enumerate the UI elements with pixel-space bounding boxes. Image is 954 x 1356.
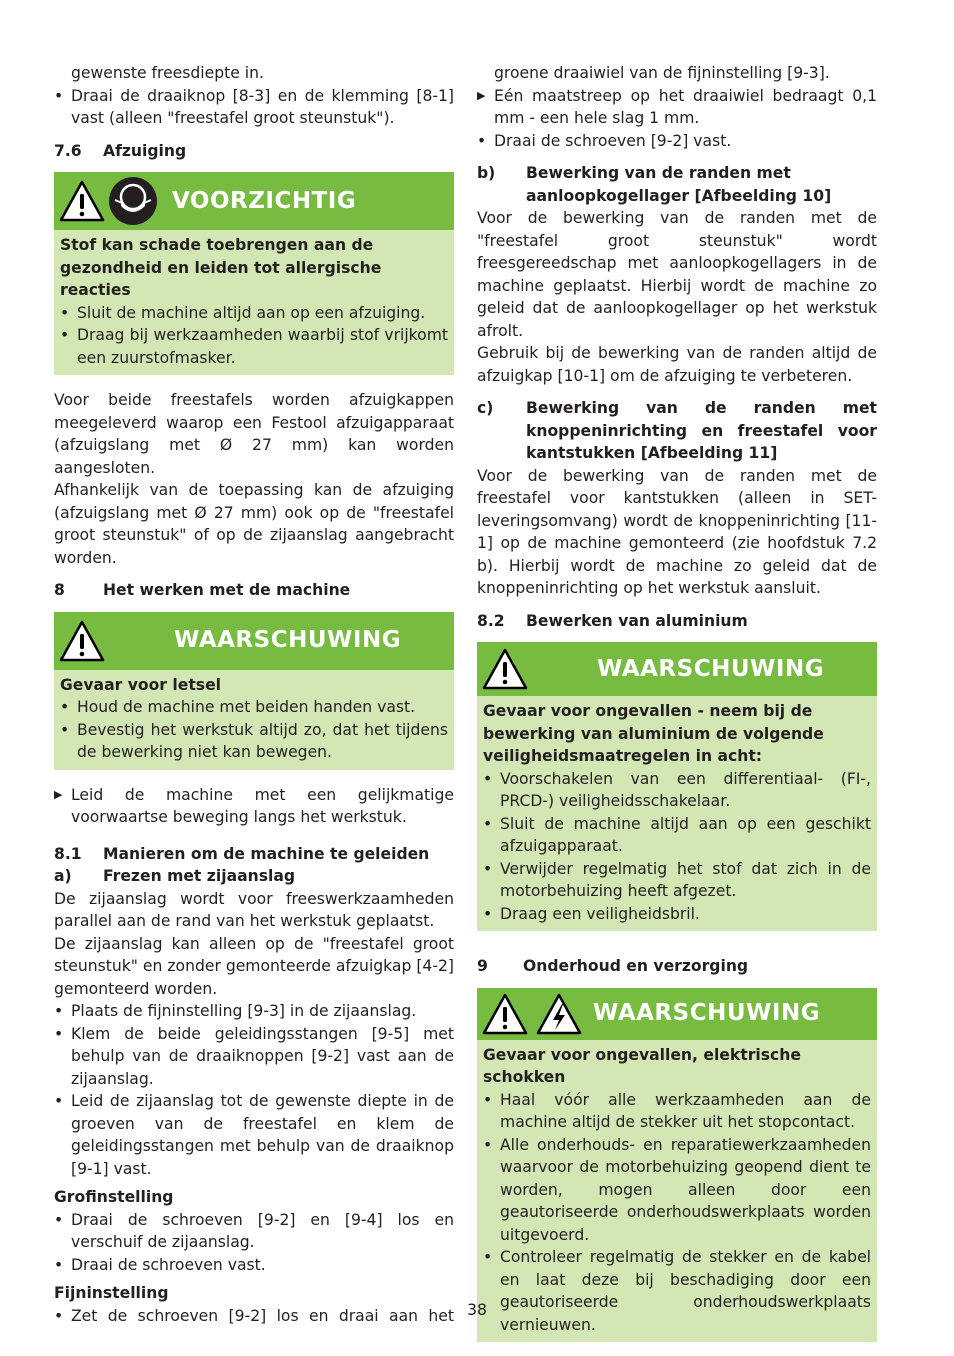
list-item: • Bevestig het werkstuk altijd zo, dat het tijdens de bewerking niet kan bewegen. (60, 720, 448, 761)
section-heading-8: 8 Het werken met de machine (54, 581, 351, 599)
caution-title: VOORZICHTIG (172, 187, 357, 214)
right-column (477, 62, 877, 1356)
warning-box-electric (477, 988, 877, 1343)
list-item: • Leid de zijaanslag tot de gewenste diepte in de groeven van de freestafel en klem de geleidingsstangen met behulp van de draaiknop [9-1] vast. (54, 1092, 454, 1178)
continued-text: gewenste freesdiepte in. (71, 64, 264, 82)
paragraph: Afhankelijk van de toepassing kan de afzuiging (afzuigslang met Ø 27 mm) ook op de "freestafel groot steunstuk" of op de zijaanslag aangebracht worden. (54, 481, 454, 567)
list-item: • Draai de schroeven vast. (54, 1255, 266, 1274)
list-item: • Sluit de machine altijd aan op een afzuiging. (60, 303, 426, 322)
dust-mask-icon (108, 176, 158, 226)
section-heading-7-6: 7.6 Afzuiging (54, 141, 187, 160)
list-item: • Alle onderhouds- en reparatiewerkzaamheden waarvoor de motorbehuizing geopend dient te worden, mogen alleen door een geautoriseerde onderhoudswerkplaats worden uitgevoerd. (483, 1135, 871, 1244)
continued-text: groene draaiwiel van de fijninstelling [9-3]. (494, 64, 830, 82)
list-item: • Sluit de machine altijd aan op een geschikt afzuigapparaat. (483, 814, 871, 855)
list-item: • Controleer regelmatig de stekker en de kabel en laat deze bij beschadiging door een geautoriseerde onderhoudswerkplaats vernieuwen. (483, 1248, 871, 1334)
list-item: • Draai de schroeven [9-2] en [9-4] los en verschuif de zijaanslag. (54, 1210, 454, 1251)
subheading-fijninstelling: Fijninstelling (54, 1284, 169, 1302)
arrow-icon: ▶ (54, 787, 63, 801)
paragraph: Voor de bewerking van de randen met de "freestafel groot steunstuk" wordt freesgereedschap met aanloopkogellagers in de machine geplaatst. Hierbij wordt de machine zo geleid dat de aanloopkogellager op het werkstuk afrolt. (477, 209, 877, 340)
list-item: • Draai de draaiknop [8-3] en de klemming [8-1] vast (alleen "freestafel groot steunstuk"). (54, 86, 454, 127)
caution-body (54, 230, 454, 375)
paragraph: Voor beide freestafels worden afzuigkappen meegeleverd waarop een Festool afzuigapparaat (afzuigslang met Ø 27 mm) kan worden aangesloten. (54, 391, 454, 477)
section-heading-8-2: 8.2 Bewerken van aluminium (477, 611, 748, 630)
list-item: • Draag bij werkzaamheden waarbij stof vrijkomt een zuurstofmasker. (60, 326, 448, 367)
section-heading-8-1: 8.1 Manieren om de machine te geleiden (54, 844, 430, 863)
arrow-item: ▶ Leid de machine met een gelijkmatige voorwaartse beweging langs het werkstuk. (54, 784, 454, 829)
warning-body (54, 670, 454, 770)
section-heading-8-1-a: a) Frezen met zijaanslag (54, 867, 296, 885)
warning-triangle-icon (58, 619, 106, 663)
warning-title: WAARSCHUWING (174, 627, 402, 654)
warning-box-injury (54, 612, 454, 770)
section-heading-9: 9 Onderhoud en verzorging (477, 957, 749, 975)
warning-title: WAARSCHUWING (597, 655, 825, 682)
warning-heading: Gevaar voor ongevallen, elektrische schokken (483, 1045, 801, 1086)
arrow-item: ▶ Eén maatstreep op het draaiwiel bedraagt 0,1 mm - een hele slag 1 mm. (477, 85, 877, 130)
left-column (54, 62, 454, 1327)
warning-header (54, 612, 454, 670)
warning-triangle-icon (58, 179, 106, 223)
warning-title: WAARSCHUWING (593, 1000, 821, 1027)
list-item: • Haal vóór alle werkzaamheden aan de machine altijd de stekker uit het stopcontact. (483, 1090, 871, 1131)
list-item: • Klem de beide geleidingsstangen [9-5] met behulp van de draaiknoppen [9-2] vast aan de zijaanslag. (54, 1024, 454, 1088)
subheading-grofinstelling: Grofinstelling (54, 1188, 174, 1206)
paragraph: Gebruik bij de bewerking van de randen altijd de afzuigkap [10-1] om de afzuiging te verbeteren. (477, 344, 877, 385)
warning-body (477, 696, 877, 931)
warning-triangle-icon (481, 992, 529, 1036)
list-item: • Draag een veiligheidsbril. (483, 904, 700, 923)
paragraph: De zijaanslag kan alleen op de "freestafel groot steunstuk" en zonder gemonteerde afzuigkap [4-2] gemonteerd worden. (54, 934, 454, 998)
section-heading-b: b) Bewerking van de randen met aanloopkogellager [Afbeelding 10] (477, 164, 832, 205)
section-heading-c: c) Bewerking van de randen met knoppeninrichting en freestafel voor kantstukken [Afbeelding 11] (477, 399, 877, 462)
paragraph: Voor de bewerking van de randen met de freestafel voor kantstukken (alleen in SET-leveringsomvang) wordt de knoppeninrichting [11-1] op de machine gemonteerd (zie hoofdstuk 7.2 b). Hierbij wordt de machine zo geleid dat de knoppeninrichting op het werkstuk aansluit. (477, 466, 877, 597)
warning-header (477, 988, 877, 1040)
page-number: 38 (467, 1301, 487, 1319)
caution-heading: Stof kan schade toebrengen aan de gezondheid en leiden tot allergische reacties (60, 236, 382, 299)
warning-box-aluminium (477, 642, 877, 931)
caution-header (54, 172, 454, 230)
list-item: • Zet de schroeven [9-2] los en draai aan het (54, 1306, 454, 1325)
list-item: • Houd de machine met beiden handen vast. (60, 698, 416, 716)
warning-heading: Gevaar voor ongevallen - neem bij de bewerking van aluminium de volgende veiligheidsmaatregelen in acht: (483, 702, 824, 765)
list-item: • Draai de schroeven [9-2] vast. (477, 131, 732, 150)
warning-triangle-icon (481, 647, 529, 691)
warning-header (477, 642, 877, 696)
electric-shock-icon (535, 992, 583, 1036)
paragraph: De zijaanslag wordt voor freeswerkzaamheden parallel aan de rand van het werkstuk geplaatst. (54, 889, 454, 930)
list-item: • Plaats de fijninstelling [9-3] in de zijaanslag. (54, 1002, 417, 1020)
caution-box (54, 172, 454, 375)
list-item: • Voorschakelen van een differentiaal- (FI-, PRCD-) veiligheidsschakelaar. (483, 769, 871, 810)
arrow-icon: ▶ (477, 88, 486, 102)
warning-heading: Gevaar voor letsel (60, 675, 221, 694)
list-item: • Verwijder regelmatig het stof dat zich in de motorbehuizing heeft afgezet. (483, 859, 871, 900)
warning-body (477, 1040, 877, 1343)
